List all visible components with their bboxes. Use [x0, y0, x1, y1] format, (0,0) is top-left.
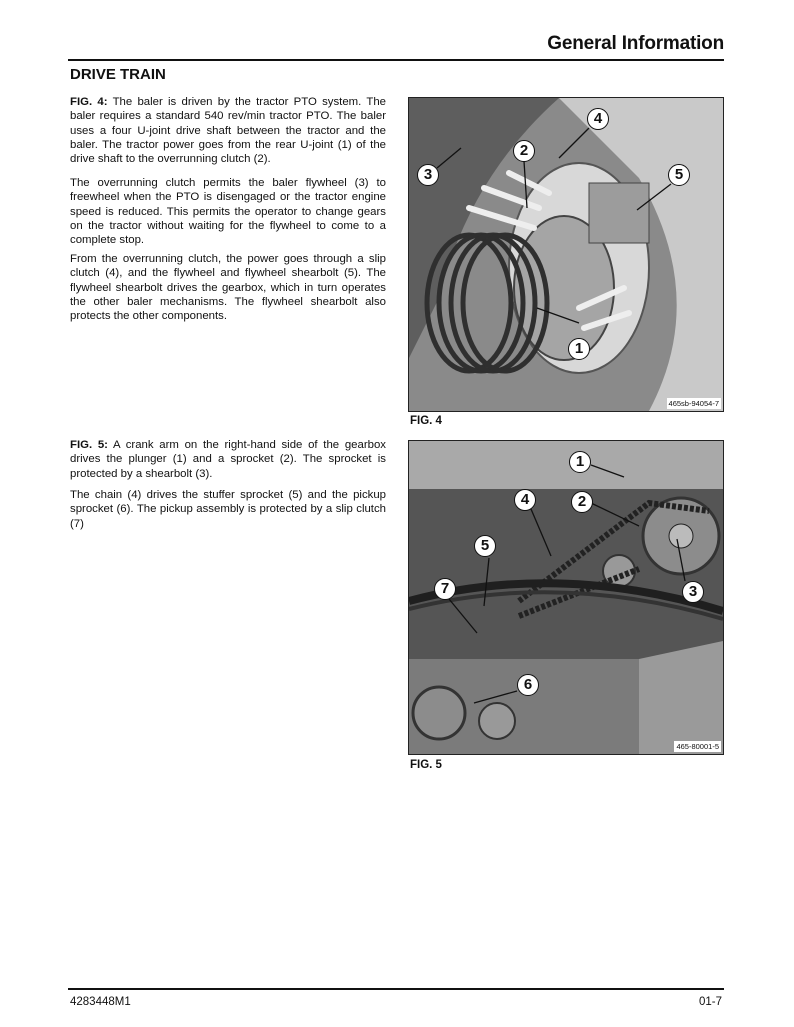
fig5-callout-3: 3	[682, 581, 704, 603]
fig4-callout-1: 1	[568, 338, 590, 360]
fig5-paragraph-1-text: A crank arm on the right-hand side of the gearbox drives the plunger (1) and a sprocket (2). The sprocket is protected by a shearbolt (3).	[70, 439, 386, 480]
footer-page-number: 01-7	[698, 996, 722, 1008]
fig5-reference-code: 465-80001-5	[676, 742, 719, 751]
header-rule	[68, 59, 724, 61]
fig4-paragraph-1	[70, 95, 386, 166]
fig4-illustration	[409, 98, 723, 411]
fig5-callout-2: 2	[571, 491, 593, 513]
footer-part-number: 4283448M1	[70, 996, 131, 1008]
fig4-paragraph-3: From the overrunning clutch, the power goes through a slip clutch (4), and the flywheel and flywheel shearbolt (5). The flywheel shearbolt drives the gearbox, which in turn operates the other baler mechanisms. The flywheel shearbolt also protects the other components.	[70, 253, 386, 323]
fig4-paragraph-1-text: The baler is driven by the tractor PTO system. The baler requires a standard 540 rev/min tractor PTO. The baler uses a four U-joint drive shaft between the tractor and the baler. The tractor power goes from the rear U-joint (1) of the drive shaft to the overrunning clutch (2).	[70, 96, 386, 166]
fig5-callout-5: 5	[474, 535, 496, 557]
fig5-caption: FIG. 5	[410, 759, 442, 771]
fig5-paragraph-2: The chain (4) drives the stuffer sprocket (5) and the pickup sprocket (6). The pickup assembly is protected by a slip clutch (7)	[70, 489, 386, 530]
fig5-lead: FIG. 5:	[70, 439, 108, 451]
fig5-callout-6: 6	[517, 674, 539, 696]
fig4-reference-code: 465sb-94054-7	[668, 399, 719, 408]
fig5-callout-1: 1	[569, 451, 591, 473]
fig5-callout-7: 7	[434, 578, 456, 600]
fig4-photo	[408, 97, 724, 412]
fig5-paragraph-1	[70, 438, 386, 481]
fig5-callout-4: 4	[514, 489, 536, 511]
fig4-callout-5: 5	[668, 164, 690, 186]
fig4-callout-3: 3	[417, 164, 439, 186]
fig4-paragraph-2: The overrunning clutch permits the baler flywheel (3) to freewheel when the PTO is disengaged or the tractor engine speed is reduced. This permits the operator to change gears on the tractor without waiting for the flywheel to come to a complete stop.	[70, 177, 386, 247]
fig4-caption: FIG. 4	[410, 415, 442, 427]
fig4-callout-4: 4	[587, 108, 609, 130]
fig4-callout-2: 2	[513, 140, 535, 162]
fig5-photo	[408, 440, 724, 755]
footer-rule	[68, 988, 724, 990]
section-title: DRIVE TRAIN	[70, 66, 166, 83]
fig4-lead: FIG. 4:	[70, 96, 108, 108]
page-header-title: General Information	[547, 33, 724, 54]
fig5-illustration	[409, 441, 723, 754]
